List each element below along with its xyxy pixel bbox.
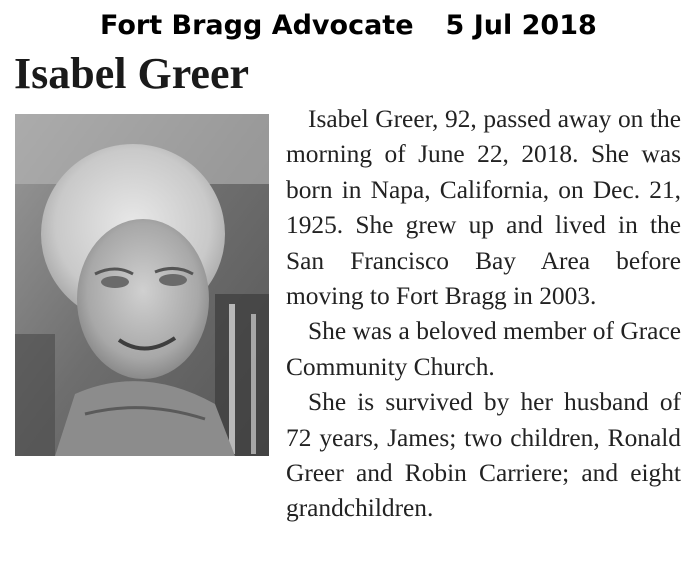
obituary-paragraph-2: She was a beloved member of Grace Community Church. <box>286 317 681 381</box>
obituary-headline: Isabel Greer <box>14 49 250 98</box>
publication-date: 5 Jul 2018 <box>445 10 597 41</box>
obituary-body <box>14 102 681 527</box>
photo-spacer <box>14 102 286 492</box>
obituary-paragraph-1: Isabel Greer, 92, passed away on the morning of June 22, 2018. She was born in Napa, California, on Dec. 21, 1925. She grew up and lived in the San Francisco Bay Area before moving to Fort Bragg in 2003. <box>286 105 681 311</box>
publication-name: Fort Bragg Advocate <box>100 10 414 41</box>
masthead <box>100 6 620 46</box>
obituary-paragraph-3: She is survived by her husband of 72 years, James; two children, Ronald Greer and Robin Carriere; and eight grandchildren. <box>286 388 681 523</box>
